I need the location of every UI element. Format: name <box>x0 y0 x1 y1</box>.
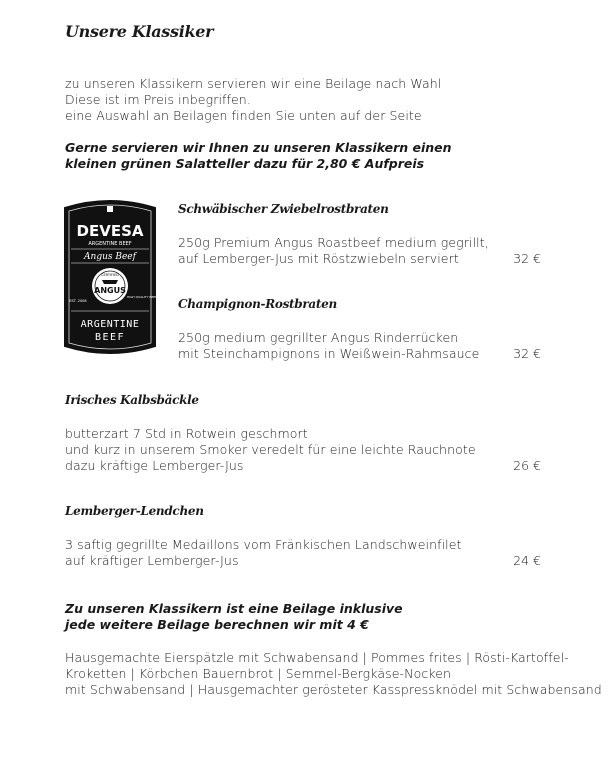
intro-line: Diese ist im Preis inbegriffen. <box>65 92 251 107</box>
logo-side-left: EST. 2008 <box>69 299 87 303</box>
dish-price: 32 € <box>513 251 541 266</box>
dish-name: Champignon-Rostbraten <box>178 297 337 311</box>
dish-name: Irisches Kalbsbäckle <box>65 393 199 407</box>
sides-list <box>65 650 602 698</box>
dish-description <box>178 235 489 267</box>
logo-side-right: HIGH QUALITY BEEF <box>126 295 158 299</box>
person-icon <box>107 206 113 212</box>
intro-line: zu unseren Klassikern servieren wir eine Beilage nach Wahl <box>65 76 442 91</box>
sides-line: Kroketten | Körbchen Bauernbrot | Semmel-Bergkäse-Nocken <box>65 666 452 681</box>
sides-line: Hausgemachte Eierspätzle mit Schwabensand | Pommes frites | Rösti-Kartoffel- <box>65 650 569 665</box>
logo-brand: DEVESA <box>76 222 144 240</box>
dish-price: 26 € <box>513 458 541 473</box>
side-note <box>65 601 403 633</box>
logo-script: Angus Beef <box>84 252 136 262</box>
section-title: Unsere Klassiker <box>65 22 214 41</box>
dish-line: auf kräftiger Lemberger-Jus <box>65 553 239 568</box>
intro-line: eine Auswahl an Beilagen finden Sie unten auf der Seite <box>65 108 422 123</box>
dish-line: 250g medium gegrillter Angus Rinderrücken <box>178 330 459 345</box>
dish-line: 250g Premium Angus Roastbeef medium gegrillt, <box>178 235 489 250</box>
dish-name: Lemberger-Lendchen <box>65 504 204 518</box>
dish-line: mit Steinchampignons in Weißwein-Rahmsauce <box>178 346 480 361</box>
dish-line: und kurz in unserem Smoker veredelt für eine leichte Rauchnote <box>65 442 476 457</box>
logo-bottom-2: BEEF <box>94 332 126 343</box>
side-note-line: Zu unseren Klassikern ist eine Beilage inklusive <box>65 601 403 616</box>
dish-line: 3 saftig gegrillte Medaillons vom Fränkischen Landschweinfilet <box>65 537 462 552</box>
logo-tagline: ARGENTINE BEEF <box>88 241 132 247</box>
logo-bottom-1: ARGENTINE <box>80 319 140 330</box>
devesa-angus-beef-logo <box>61 198 159 356</box>
dish-description <box>65 537 462 569</box>
dish-price: 32 € <box>513 346 541 361</box>
dish-line: dazu kräftige Lemberger-Jus <box>65 458 244 473</box>
side-note-line: jede weitere Beilage berechnen wir mit 4 € <box>65 617 369 632</box>
dish-name: Schwäbischer Zwiebelrostbraten <box>178 202 389 216</box>
logo-seal-top: CERTIFIED <box>101 273 119 277</box>
bull-icon <box>102 280 118 284</box>
intro-text <box>65 76 441 124</box>
sides-line: mit Schwabensand | Hausgemachter gerösteter Kasspressknödel mit Schwabensand <box>65 682 602 697</box>
dish-line: auf Lemberger-Jus mit Röstzwiebeln serviert <box>178 251 459 266</box>
dish-description <box>178 330 479 362</box>
salad-note <box>65 140 452 172</box>
dish-description <box>65 426 476 474</box>
salad-note-line: kleinen grünen Salatteller dazu für 2,80 € Aufpreis <box>65 156 425 171</box>
dish-price: 24 € <box>513 553 541 568</box>
salad-note-line: Gerne servieren wir Ihnen zu unseren Klassikern einen <box>65 140 452 155</box>
dish-line: butterzart 7 Std in Rotwein geschmort <box>65 426 308 441</box>
logo-seal-main: ANGUS <box>94 286 126 295</box>
